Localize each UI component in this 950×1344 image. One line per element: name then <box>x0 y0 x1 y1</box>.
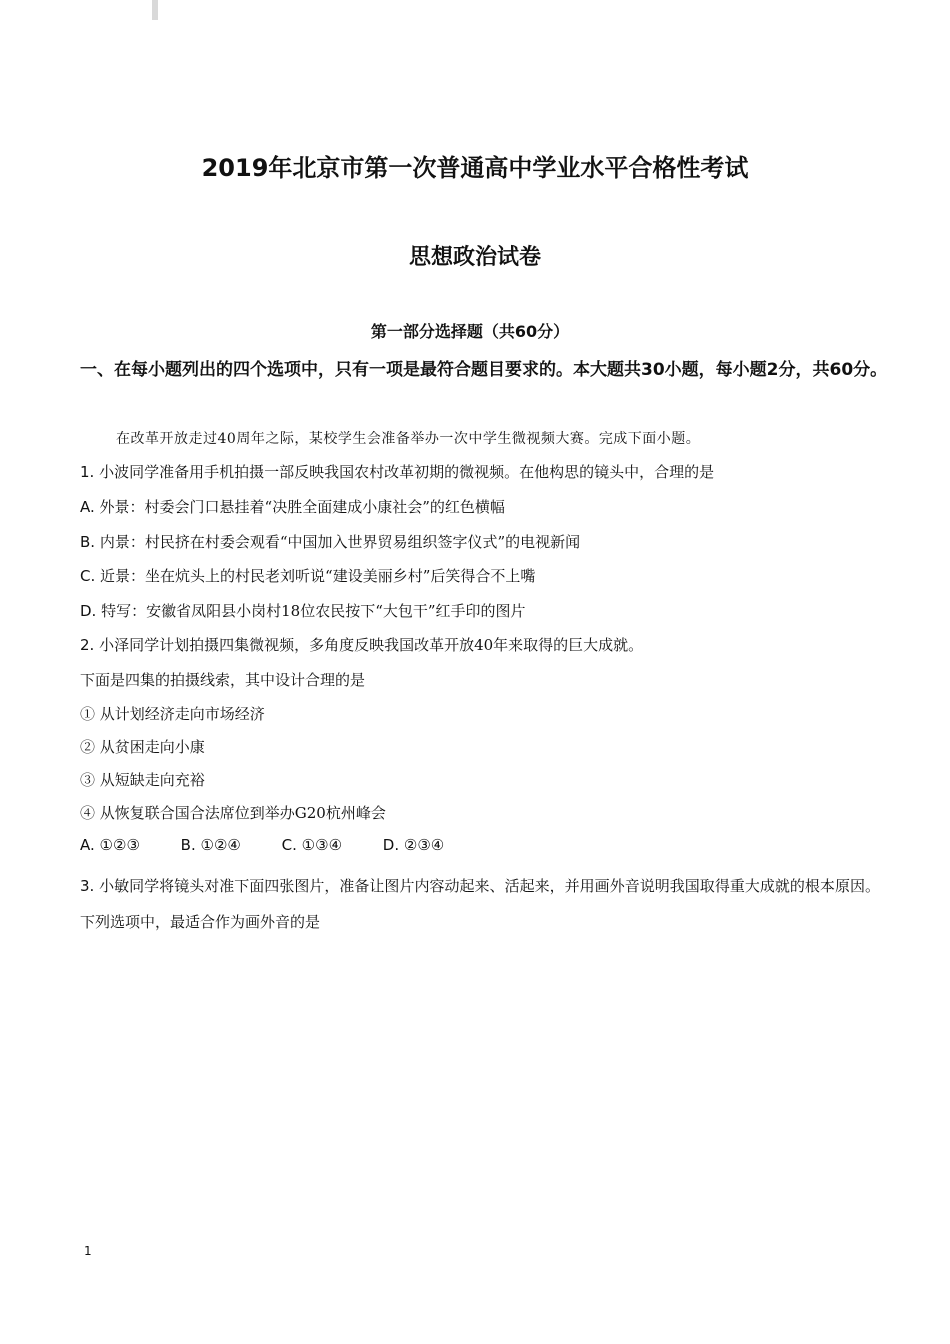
choice-d <box>383 836 462 854</box>
option-a <box>80 496 892 517</box>
option-label: B. <box>80 533 96 551</box>
choice-label: D. <box>382 836 400 854</box>
choice-text: ①③④ <box>301 836 343 854</box>
section-instruction: 一、在每小题列出的四个选项中，只有一项是最符合题目要求的。本大题共30小题，每小题2分，共60分。 <box>80 360 888 380</box>
choice-label: A. <box>80 836 95 854</box>
scan-mark <box>152 0 158 20</box>
clue-item: ① 从计划经济走向市场经济 <box>80 705 265 723</box>
option-text: 内景：村民挤在村委会观看“中国加入世界贸易组织签字仪式”的电视新闻 <box>99 533 581 551</box>
question-number: 2. <box>80 636 95 654</box>
choice-c <box>282 836 360 854</box>
answer-choices <box>80 836 892 854</box>
question-number: 3. <box>80 877 95 895</box>
question-number: 1. <box>80 463 95 481</box>
question-3 <box>80 868 880 940</box>
question-2 <box>80 634 892 655</box>
option-label: A. <box>80 498 95 516</box>
clue-item: ③ 从短缺走向充裕 <box>80 771 205 789</box>
question-stem: 小敏同学将镜头对准下面四张图片，准备让图片内容动起来、活起来，并用画外音说明我国取得重大成就的根本原因。下列选项中，最适合作为画外音的是 <box>80 877 880 931</box>
question-stem: 小泽同学计划拍摄四集微视频，多角度反映我国改革开放40年来取得的巨大成就。 <box>99 636 644 654</box>
page-number: 1 <box>84 1244 92 1258</box>
clue-item: ② 从贫困走向小康 <box>80 738 205 756</box>
clue-item: ④ 从恢复联合国合法席位到举办G20杭州峰会 <box>80 804 386 822</box>
option-text: 近景：坐在炕头上的村民老刘听说“建设美丽乡村”后笑得合不上嘴 <box>100 567 536 585</box>
choice-a <box>80 836 158 854</box>
part-title: 第一部分选择题（共60分） <box>370 322 570 341</box>
exam-title: 2019年北京市第一次普通高中学业水平合格性考试 <box>201 154 749 182</box>
option-text: 外景：村委会门口悬挂着“决胜全面建成小康社会”的红色横幅 <box>99 498 505 516</box>
intro-text: 在改革开放走过40周年之际，某校学生会准备举办一次中学生微视频大赛。完成下面小题。 <box>116 431 701 447</box>
exam-subtitle: 思想政治试卷 <box>408 245 541 270</box>
choice-text: ①②③ <box>99 836 140 854</box>
option-b <box>80 531 892 552</box>
option-label: D. <box>80 602 97 620</box>
option-text: 特写：安徽省凤阳县小岗村18位农民按下“大包干”红手印的图片 <box>101 602 526 620</box>
choice-label: B. <box>180 836 196 854</box>
option-c <box>80 565 892 586</box>
option-d <box>80 600 892 621</box>
option-label: C. <box>80 567 96 585</box>
choice-b <box>181 836 259 854</box>
choice-label: C. <box>281 836 297 854</box>
question-2-stem-continued: 下面是四集的拍摄线索，其中设计合理的是 <box>80 671 366 689</box>
question-stem: 小波同学准备用手机拍摄一部反映我国农村改革初期的微视频。在他构思的镜头中，合理的是 <box>99 463 715 481</box>
choice-text: ①②④ <box>200 836 241 854</box>
choice-text: ②③④ <box>403 836 445 854</box>
question-1 <box>80 461 892 482</box>
